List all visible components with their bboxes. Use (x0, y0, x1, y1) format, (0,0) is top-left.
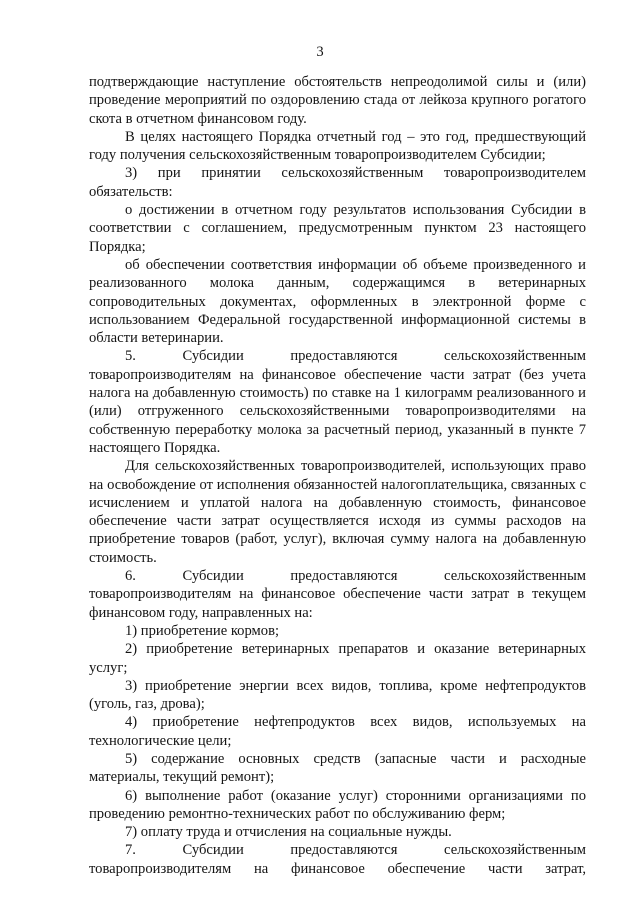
paragraph: 6) выполнение работ (оказание услуг) сторонними организациями по проведению ремонтно-технических работ по обслуживанию ферм; (89, 787, 586, 822)
document-body (89, 73, 586, 878)
paragraph: 3) приобретение энергии всех видов, топлива, кроме нефтепродуктов (уголь, газ, дрова); (89, 677, 586, 713)
paragraph: о достижении в отчетном году результатов использования Субсидии в соответствии с соглашением, предусмотренным пунктом 23 настоящего Порядка; (89, 202, 586, 255)
paragraph: 7. Субсидии предоставляются сельскохозяйственным товаропроизводителям на финансовое обеспечение части затрат, (89, 842, 586, 877)
paragraph: подтверждающие наступление обстоятельств непреодолимой силы и (или) проведение мероприятий по оздоровлению стада от лейкоза крупного рогатого скота в отчетном финансовом году. (89, 74, 586, 127)
paragraph: Для сельскохозяйственных товаропроизводителей, использующих право на освобождение от исполнения обязанностей налогоплательщика, связанных с исчислением и уплатой налога на добавленную стоимость, финансовое обеспечение части затрат осуществляется исходя из суммы расходов на приобретение товаров (работ, услуг), включая сумму налога на добавленную стоимость. (89, 458, 586, 566)
page-number: 3 (316, 44, 324, 60)
paragraph: 7) оплату труда и отчисления на социальные нужды. (125, 824, 452, 841)
paragraph: 3) при принятии сельскохозяйственным товаропроизводителем обязательств: (89, 165, 586, 200)
paragraph: В целях настоящего Порядка отчетный год – это год, предшествующий году получения сельскохозяйственным товаропроизводителем Субсидии; (89, 128, 586, 164)
paragraph: 5) содержание основных средств (запасные части и расходные материалы, текущий ремонт); (89, 750, 586, 786)
paragraph: 4) приобретение нефтепродуктов всех видов, используемых на технологические цели; (89, 714, 586, 749)
paragraph: 5. Субсидии предоставляются сельскохозяйственным товаропроизводителям на финансовое обеспечение части затрат (без учета налога на добавленную стоимость) по ставке на 1 килограмм реализованного и (или) отгруженного сельскохозяйственными товаропроизводителями на собственную переработку молока за расчетный период, указанный в пункте 7 настоящего Порядка. (89, 348, 586, 456)
paragraph: 2) приобретение ветеринарных препаратов и оказание ветеринарных услуг; (89, 641, 586, 676)
paragraph: 1) приобретение кормов; (125, 622, 280, 639)
paragraph: об обеспечении соответствия информации об объеме произведенного и реализованного молока данным, содержащимся в ветеринарных сопроводительных документах, оформленных в электронной форме с использованием Федеральной государственной информационной системы в области ветеринарии. (89, 256, 586, 347)
paragraph: 6. Субсидии предоставляются сельскохозяйственным товаропроизводителям на финансовое обеспечение части затрат в текущем финансовом году, направленных на: (89, 568, 586, 621)
